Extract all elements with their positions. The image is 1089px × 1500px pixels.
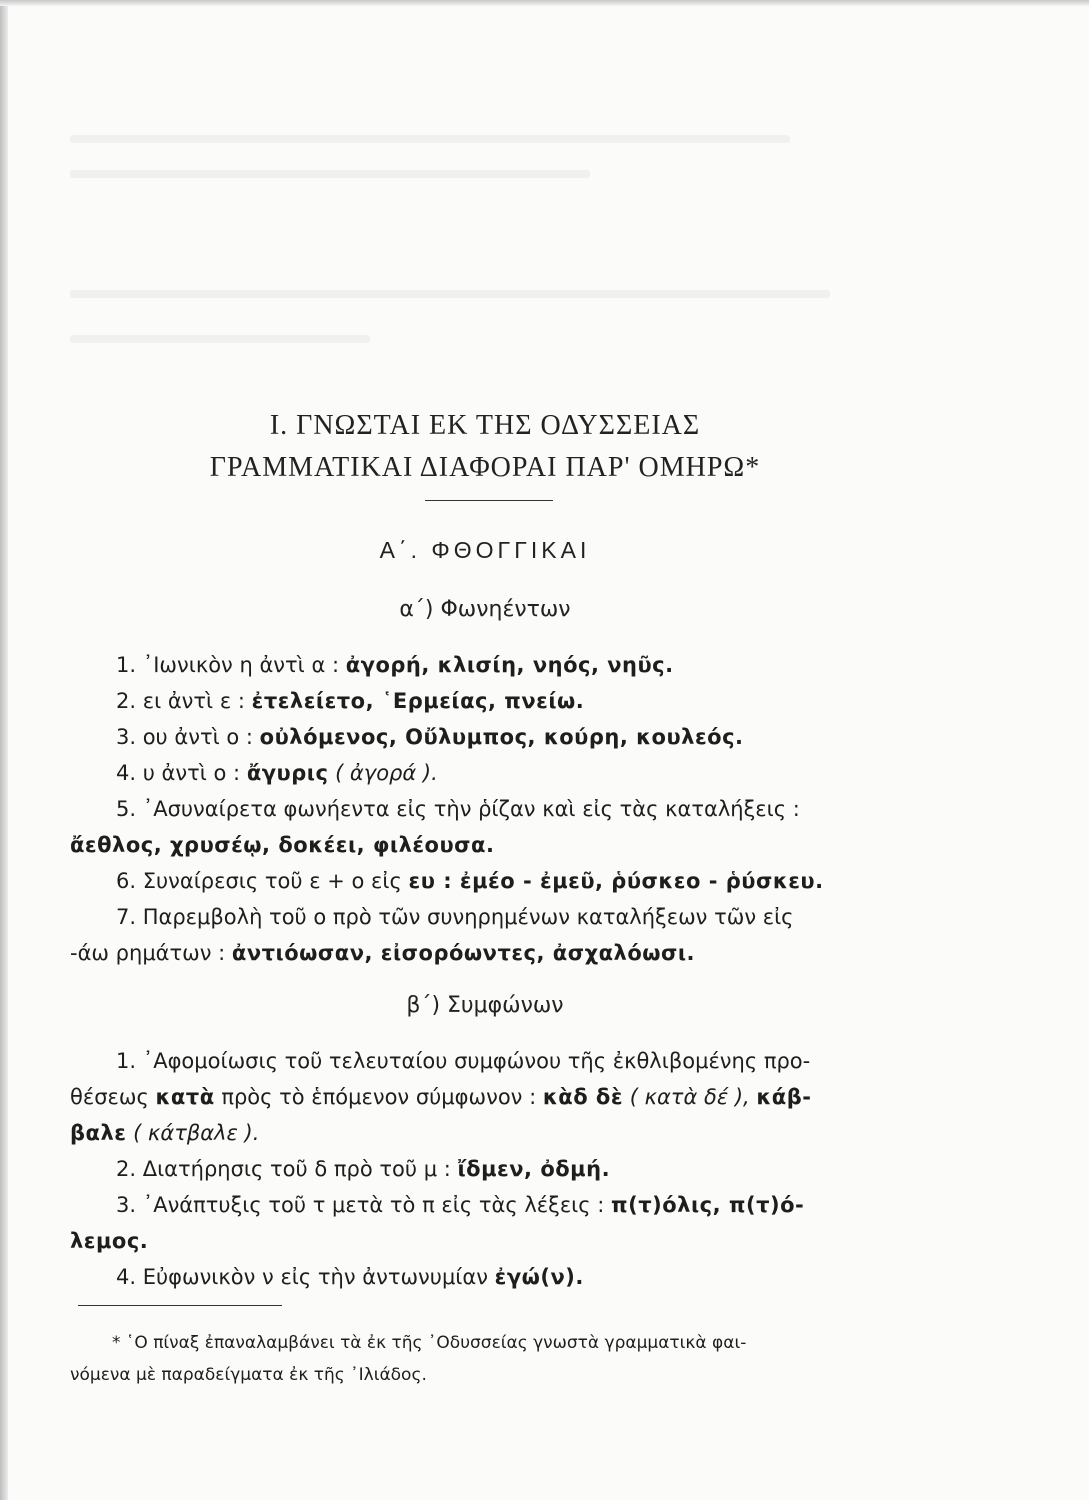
vowel-item-7: 7. Παρεμβολὴ τοῦ ο πρὸ τῶν συνηρημένων καταλήξεων τῶν εἰς: [116, 905, 794, 929]
consonant-item-3-continued: λεμος.: [70, 1229, 149, 1253]
consonants-heading: β΄) Συμφώνων: [406, 993, 564, 1018]
show-through: [70, 335, 370, 343]
consonant-item-1-end: βαλε ( κάτβαλε ).: [70, 1121, 260, 1145]
show-through: [70, 135, 790, 143]
vowel-item-3: 3. ου ἀντὶ ο : οὐλόμενος, Οὔλυμπος, κούρη, κουλεός.: [116, 725, 744, 749]
section-heading: Α΄. ΦΘΟΓΓΙΚΑΙ: [379, 537, 591, 563]
consonant-item-1-continued: θέσεως κατὰ πρὸς τὸ ἑπόμενον σύμφωνον : κὰδ δὲ ( κατὰ δέ ), κάβ-: [70, 1085, 812, 1109]
show-through: [70, 290, 830, 298]
consonant-item-1: 1. ᾿Αφομοίωσις τοῦ τελευταίου συμφώνου τῆς ἐκθλιβομένης προ-: [116, 1049, 811, 1073]
vowel-item-6: 6. Συναίρεσις τοῦ ε + ο εἰς ευ : ἐμέο - ἐμεῦ, ῥύσκεο - ῥύσκευ.: [116, 869, 824, 893]
vowel-item-1: 1. ᾿Ιωνικὸν η ἀντὶ α : ἀγορή, κλισίη, νηός, νηῦς.: [116, 653, 674, 677]
scan-edge-left: [0, 0, 8, 1500]
vowel-item-5-continued: ἄεθλος, χρυσέῳ, δοκέει, φιλέουσα.: [70, 833, 495, 857]
vowel-item-7-continued: -άω ρημάτων : ἀντιόωσαν, εἰσορόωντες, ἀσχαλόωσι.: [70, 941, 696, 965]
vowel-item-2: 2. ει ἀντὶ ε : ἐτελείετο, ῾Ερμείας, πνείω.: [116, 689, 585, 713]
consonant-item-4: 4. Εὐφωνικὸν ν εἰς τὴν ἀντωνυμίαν ἐγώ(ν).: [116, 1265, 584, 1289]
show-through: [70, 170, 590, 178]
vowels-heading: α΄) Φωνηέντων: [399, 597, 571, 622]
chapter-subtitle: ΓΡΑΜΜΑΤΙΚΑΙ ΔΙΑΦΟΡΑΙ ΠΑΡ' ΟΜΗΡΩ*: [209, 452, 761, 483]
consonant-item-2: 2. Διατήρησις τοῦ δ πρὸ τοῦ μ : ἴδμεν, ὀδμή.: [116, 1157, 611, 1181]
vowel-item-4: 4. υ ἀντὶ ο : ἄγυρις ( ἀγορά ).: [116, 761, 438, 785]
chapter-title: Ι. ΓΝΩΣΤΑΙ ΕΚ ΤΗΣ ΟΔΥΣΣΕΙΑΣ: [269, 410, 701, 441]
footnote-divider: [78, 1305, 282, 1306]
consonant-item-3: 3. ᾿Ανάπτυξις τοῦ τ μετὰ τὸ π εἰς τὰς λέξεις : π(τ)όλις, π(τ)ό-: [116, 1193, 805, 1217]
scan-edge-top: [0, 0, 1089, 6]
footnote-line-2: νόμενα μὲ παραδείγματα ἐκ τῆς ᾿Ιλιάδος.: [70, 1365, 427, 1385]
footnote-line-1: * ῾Ο πίναξ ἐπαναλαμβάνει τὰ ἐκ τῆς ᾿Οδυσσείας γνωστὰ γραμματικὰ φαι-: [112, 1333, 747, 1353]
vowel-item-5: 5. ᾿Ασυναίρετα φωνήεντα εἰς τὴν ῥίζαν καὶ εἰς τὰς καταλήξεις :: [116, 797, 800, 821]
title-divider: [425, 500, 553, 501]
